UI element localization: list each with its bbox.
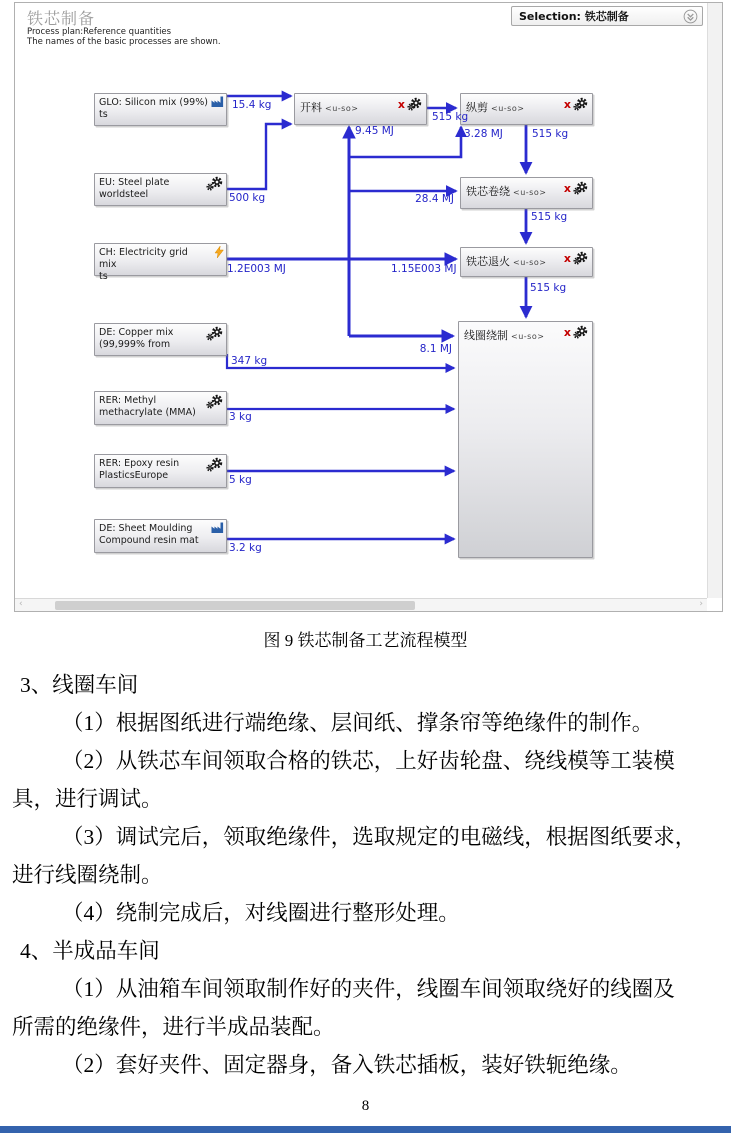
flow-label-tuihuo-out: 515 kg — [530, 282, 567, 294]
flow-label-juanrao-energy: 28.4 MJ — [415, 193, 454, 205]
flow-label-steel-out: 500 kg — [229, 192, 266, 204]
box-label: methacrylate (MMA) — [99, 407, 196, 418]
flow-label-xianquan-energy: 8.1 MJ — [419, 343, 452, 355]
selection-label: Selection: 铁芯制备 — [519, 10, 629, 23]
flow-label-electricity-out: 1.2E003 MJ — [227, 263, 286, 275]
gear-icon[interactable] — [572, 251, 588, 265]
box-subtitle: <u-so> — [511, 332, 545, 341]
box-label: PlasticsEurope — [99, 470, 169, 481]
process-box-zongjian[interactable] — [460, 93, 593, 125]
flow-label-copper-out: 347 kg — [231, 355, 268, 367]
body-line: （4）绕制完成后，对线圈进行整形处理。 — [62, 901, 460, 925]
process-box-sheet-moulding-compound[interactable] — [94, 519, 227, 553]
box-label: ts — [99, 271, 108, 282]
page-number: 8 — [361, 1098, 370, 1114]
gears-icon — [206, 457, 224, 476]
flow-label-smc-out: 3.2 kg — [229, 542, 262, 554]
horizontal-scrollbar[interactable] — [15, 598, 707, 611]
body-line: （2）从铁芯车间领取合格的铁芯，上好齿轮盘、绕线模等工装模 — [62, 749, 675, 773]
box-title: 纵剪 — [466, 101, 488, 114]
figure-caption: 图 9 铁芯制备工艺流程模型 — [263, 631, 468, 650]
box-label: EU: Steel plate — [99, 177, 170, 188]
process-box-electricity-grid-mix[interactable] — [94, 243, 227, 282]
factory-icon — [210, 96, 224, 111]
process-box-silicon-mix[interactable] — [94, 93, 227, 126]
body-line: （2）套好夹件、固定器身，备入铁芯插板，装好铁轭绝缘。 — [62, 1053, 632, 1077]
delete-x-icon[interactable]: x — [397, 97, 405, 111]
box-label: CH: Electricity grid mix — [99, 247, 188, 270]
process-box-copper-mix[interactable] — [94, 323, 227, 356]
delete-x-icon[interactable]: x — [563, 325, 571, 339]
flow-label-epoxy-out: 5 kg — [229, 474, 252, 486]
vertical-scrollbar[interactable] — [707, 3, 722, 598]
flow-label-silicon-out: 15.4 kg — [232, 99, 272, 111]
plan-subtitle-1: Process plan:Reference quantities — [27, 27, 172, 37]
flow-label-zongjian-out: 515 kg — [532, 128, 569, 140]
box-subtitle: <u-so> — [513, 258, 547, 267]
box-label: (99,999% from — [99, 339, 171, 350]
process-box-kailiao[interactable] — [294, 93, 427, 125]
process-box-tiexin-juanrao[interactable] — [460, 177, 593, 209]
flow-label-mma-out: 3 kg — [229, 411, 252, 423]
gears-icon — [206, 176, 224, 195]
box-label: DE: Copper mix — [99, 327, 174, 338]
bottom-bar — [0, 1126, 731, 1133]
body-line: （1）根据图纸进行端绝缘、层间纸、撑条帘等绝缘件的制作。 — [62, 711, 654, 735]
process-box-tiexin-tuihuo[interactable] — [460, 247, 593, 277]
gears-icon — [206, 394, 224, 413]
delete-x-icon[interactable]: x — [563, 251, 571, 265]
body-line: 具，进行调试。 — [12, 787, 163, 811]
factory-icon — [210, 522, 224, 537]
process-box-xianquan-raozhi[interactable] — [458, 321, 593, 558]
box-label: worldsteel — [99, 189, 149, 200]
plan-subtitle-2: The names of the basic processes are shown. — [27, 37, 221, 47]
process-plan-panel — [14, 2, 723, 612]
gear-icon[interactable] — [572, 181, 588, 195]
box-title: 铁芯卷绕 — [466, 185, 510, 198]
scroll-left-icon[interactable]: ‹ — [19, 599, 23, 609]
flow-label-tuihuo-energy: 1.15E003 MJ — [391, 263, 457, 275]
selection-dropdown[interactable] — [511, 6, 703, 26]
flow-label-kailiao-out: 515 kg — [432, 111, 469, 123]
scroll-right-icon[interactable]: › — [699, 599, 703, 609]
gear-icon[interactable] — [406, 97, 422, 111]
flow-line-steel-to-kailiao — [227, 124, 291, 189]
box-title: 开料 — [300, 101, 322, 114]
body-text — [12, 666, 720, 1084]
box-label: Compound resin mat — [99, 535, 199, 546]
delete-x-icon[interactable]: x — [563, 181, 571, 195]
body-line: （3）调试完后，领取绝缘件，选取规定的电磁线，根据图纸要求， — [62, 825, 697, 849]
lightning-icon — [214, 246, 224, 262]
body-line: 4、半成品车间 — [20, 939, 160, 963]
box-label: DE: Sheet Moulding — [99, 523, 193, 534]
body-line: 进行线圈绕制。 — [12, 863, 163, 887]
chevron-double-down-icon[interactable] — [683, 9, 698, 24]
process-box-steel-plate[interactable] — [94, 173, 227, 206]
box-label: ts — [99, 109, 108, 120]
gear-icon[interactable] — [572, 97, 588, 111]
box-title: 铁芯退火 — [466, 255, 510, 268]
box-label: RER: Methyl — [99, 395, 157, 406]
process-box-methyl-methacrylate[interactable] — [94, 391, 227, 425]
gears-icon — [206, 326, 224, 345]
body-line: 所需的绝缘件，进行半成品装配。 — [12, 1015, 335, 1039]
body-line: 3、线圈车间 — [20, 673, 139, 697]
flow-label-zongjian-energy: 3.28 MJ — [464, 128, 503, 140]
gear-icon[interactable] — [572, 325, 588, 339]
box-subtitle: <u-so> — [325, 104, 359, 113]
box-subtitle: <u-so> — [513, 188, 547, 197]
box-title: 线圈绕制 — [464, 329, 508, 342]
box-label: RER: Epoxy resin — [99, 458, 180, 469]
box-label: GLO: Silicon mix (99%) — [99, 97, 208, 108]
flow-label-juanrao-out: 515 kg — [531, 211, 568, 223]
flow-label-kailiao-energy: 9.45 MJ — [355, 125, 394, 137]
plan-title: 铁芯制备 — [27, 9, 96, 28]
scrollbar-thumb[interactable] — [55, 601, 415, 610]
box-subtitle: <u-so> — [491, 104, 525, 113]
process-box-epoxy-resin[interactable] — [94, 454, 227, 488]
delete-x-icon[interactable]: x — [563, 97, 571, 111]
body-line: （1）从油箱车间领取制作好的夹件，线圈车间领取绕好的线圈及 — [62, 977, 675, 1001]
